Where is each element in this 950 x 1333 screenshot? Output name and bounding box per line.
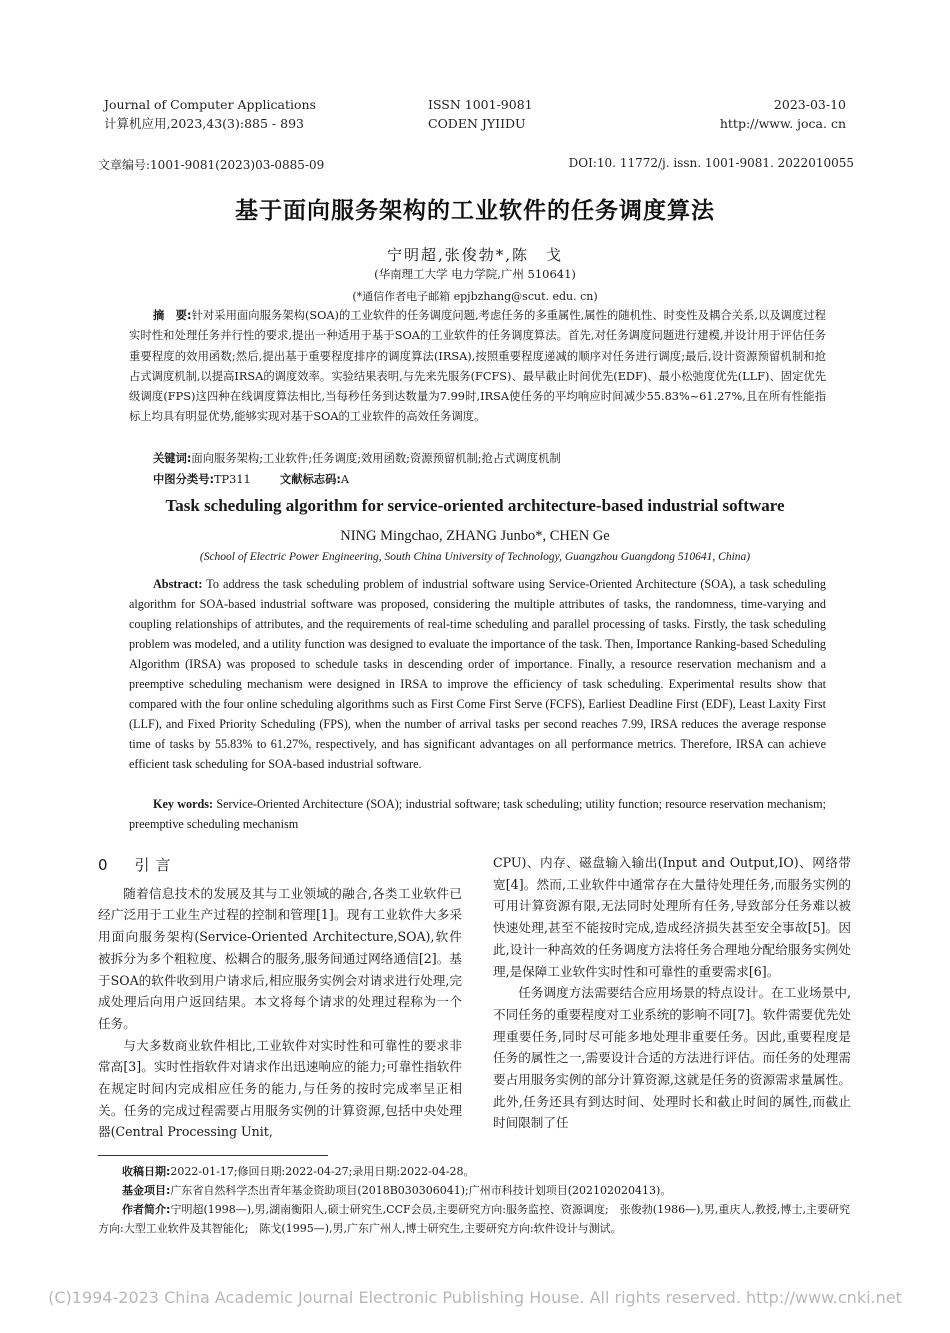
keywords-en-text: Service-Oriented Architecture (SOA); industrial software; task scheduling; utility function; resource reservation mechanism; preemptive scheduling mechanism	[129, 797, 827, 831]
fund-label: 基金项目:	[122, 1184, 171, 1197]
dates-text: 2022-01-17;修回日期:2022-04-27;录用日期:2022-04-28。	[170, 1165, 475, 1178]
abstract-cn-label: 摘 要:	[153, 309, 192, 322]
paper-title-en: Task scheduling algorithm for service-oriented architecture-based industrial software	[165, 496, 785, 515]
journal-url: http://www. joca. cn	[719, 116, 846, 131]
footnote-rule	[98, 1155, 328, 1156]
keywords-en	[129, 794, 826, 834]
doc-code-label: 文献标志码:	[279, 473, 341, 486]
bio-label: 作者简介:	[122, 1203, 171, 1216]
doc-code-value: A	[340, 473, 350, 486]
abstract-cn	[129, 306, 826, 428]
intro-paragraph-2-cont: CPU)、内存、磁盘输入输出(Input and Output,IO)、网络带宽[4]。然而,工业软件中通常存在大量待处理任务,而服务实例的可用计算资源有限,无法同时处理所有任务,导致部分任务难以被快速处理,甚至不能按时完成,造成经济损失甚至安全事故[5]。因此,设计一种高效的任务调度方法将任务合理地分配给服务实例处理,是保障工业软件实时性和可靠性的重要需求[6]。	[493, 855, 851, 979]
corresponding-email: (*通信作者电子邮箱 epjbzhang@scut. edu. cn)	[352, 290, 598, 303]
doi: DOI:10. 11772/j. issn. 1001-9081. 2022010055	[568, 156, 854, 170]
copyright-watermark: (C)1994-2023 China Academic Journal Electronic Publishing House. All rights reserved. http://www.cnki.net	[48, 1288, 902, 1307]
coden: CODEN JYIIDU	[428, 116, 526, 131]
affiliation-cn: (华南理工大学 电力学院,广州 510641)	[374, 267, 576, 281]
intro-paragraph-2: 与大多数商业软件相比,工业软件对实时性和可靠性的要求非常高[3]。实时性指软件对请求作出迅速响应的能力;可靠性指软件在规定时间内完成相应任务的能力,与任务的按时完成率呈正相关。任务的完成过程需要占用服务实例的计算资源,包括中央处理器(Central Processing Unit,	[98, 1037, 462, 1140]
clc-label: 中图分类号:	[153, 473, 215, 486]
abstract-en-text: To address the task scheduling problem of industrial software using Service-Oriented Architecture (SOA), a task scheduling algorithm for SOA-based industrial software was proposed, considering the multiple attributes of tasks, the randomness, time-varying and coupling relationships of attributes, and the requirements of real-time scheduling and parallel processing of tasks. Firstly, the task scheduling problem was modeled, and a utility function was designed to evaluate the importance of the task. Then, Importance Ranking-based Scheduling Algorithm (IRSA) was proposed to schedule tasks in descending order of importance. Finally, a resource reservation mechanism and a preemptive scheduling mechanism were designed in IRSA to improve the efficiency of task scheduling. Experimental results show that compared with the four online scheduling algorithms such as First Come First Serve (FCFS), Earliest Deadline First (EDF), Least Laxity First (LLF), and Fixed Priority Scheduling (FPS), when the number of arrival tasks per second reaches 7.99, IRSA reduces the average response time of tasks by 55.83% to 61.27%, respectively, and has significant advantages on all performance metrics. Therefore, IRSA can achieve efficient task scheduling for SOA-based industrial software.	[129, 577, 826, 771]
publish-date: 2023-03-10	[773, 97, 846, 112]
keywords-cn	[129, 449, 826, 469]
footnote-fund	[98, 1181, 850, 1200]
authors-cn: 宁明超,张俊勃*,陈 戈	[386, 246, 564, 264]
keywords-en-label: Key words:	[153, 797, 214, 811]
issn: ISSN 1001-9081	[428, 97, 533, 112]
fund-text: 广东省自然科学杰出青年基金资助项目(2018B030306041);广州市科技计划项目(202102020413)。	[170, 1184, 672, 1197]
footnote-bio	[98, 1200, 850, 1238]
affiliation-en: (School of Electric Power Engineering, South China University of Technology, Guangzhou Guangdong 510641, China)	[199, 551, 751, 563]
footnote-dates	[98, 1162, 850, 1181]
intro-paragraph-3: 任务调度方法需要结合应用场景的特点设计。在工业场景中,不同任务的重要程度对工业系统的影响不同[7]。软件需要优先处理重要任务,同时尽可能多地处理非重要任务。因此,重要程度是任务的属性之一,需要设计合适的方法进行评估。而任务的处理需要占用服务实例的部分计算资源,这就是任务的资源需求量属性。此外,任务还具有到达时间、处理时长和截止时间的属性,而截止时间限制了任	[493, 985, 851, 1131]
body-left-column	[98, 855, 462, 1143]
keywords-cn-text: 面向服务架构;工业软件;任务调度;效用函数;资源预留机制;抢占式调度机制	[191, 452, 561, 465]
intro-paragraph-1: 随着信息技术的发展及其与工业领域的融合,各类工业软件已经广泛用于工业生产过程的控制和管理[1]。现有工业软件大多采用面向服务架构(Service-Oriented Architecture,SOA),软件被拆分为多个粗粒度、松耦合的服务,服务间通过网络通信[2]。基于SOA的软件收到用户请求后,相应服务实例会对请求进行处理,完成处理后向用户返回结果。本文将每个请求的处理过程称为一个任务。	[98, 885, 462, 1031]
article-number: 文章编号:1001-9081(2023)03-0885-09	[98, 158, 325, 172]
clc-value: TP311	[214, 473, 251, 486]
keywords-cn-label: 关键词:	[153, 452, 192, 465]
classification-line	[129, 470, 826, 490]
authors-en: NING Mingchao, ZHANG Junbo*, CHEN Ge	[340, 528, 610, 544]
abstract-cn-text: 针对采用面向服务架构(SOA)的工业软件的任务调度问题,考虑任务的多重属性,属性的随机性、时变性及耦合关系,以及调度过程实时性和处理任务并行性的要求,提出一种适用于基于SOA的工业软件的任务调度算法。首先,对任务调度问题进行建模,并设计用于评估任务重要程度的效用函数;然后,提出基于重要程度排序的调度算法(IRSA),按照重要程度递减的顺序对任务进行调度;最后,设计资源预留机制和抢占式调度机制,以提高IRSA的调度效率。实验结果表明,与先来先服务(FCFS)、最早截止时间优先(EDF)、最小松弛度优先(LLF)、固定优先级调度(FPS)这四种在线调度算法相比,当每秒任务到达数量为7.99时,IRSA使任务的平均响应时间减少55.83%~61.27%,且在所有性能指标上均具有明显优势,能够实现对基于SOA的工业软件的高效任务调度。	[129, 309, 826, 424]
abstract-en-label: Abstract:	[153, 577, 203, 591]
journal-name-en: Journal of Computer Applications	[104, 97, 317, 112]
journal-citation-cn: 计算机应用,2023,43(3):885 - 893	[104, 116, 304, 131]
abstract-en	[129, 574, 826, 774]
bio-text: 宁明超(1998—),男,湖南衡阳人,硕士研究生,CCF会员,主要研究方向:服务监控、资源调度; 张俊勃(1986—),男,重庆人,教授,博士,主要研究方向:大型工业软件及其智能化; 陈戈(1995—),男,广东广州人,博士研究生,主要研究方向:软件设计与测试。	[98, 1203, 850, 1235]
body-right-column	[493, 852, 851, 1134]
dates-label: 收稿日期:	[122, 1165, 171, 1178]
section-heading-intro: 0 引言	[98, 856, 177, 874]
paper-title-cn: 基于面向服务架构的工业软件的任务调度算法	[235, 198, 715, 224]
